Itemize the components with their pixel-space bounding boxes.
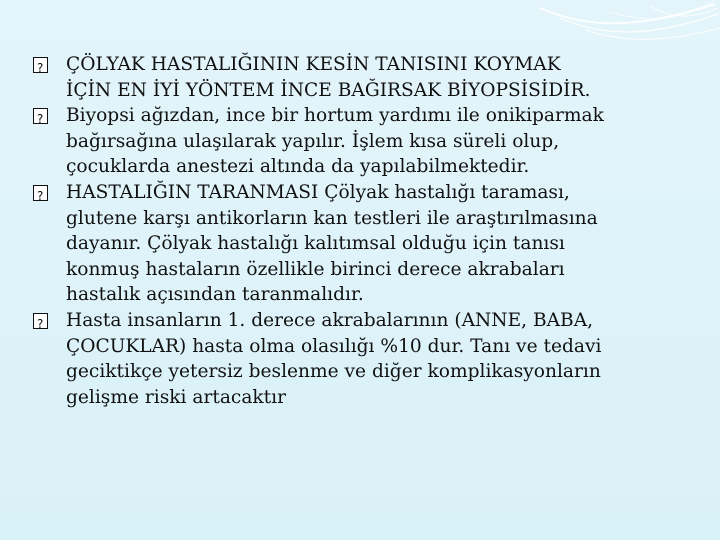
text-line: çocuklarda anestezi altında da yapılabilmektedir. [66,156,530,178]
swirl-ornament-icon [530,0,720,60]
paragraph-biopsy-procedure [33,103,693,180]
text-line: HASTALIĞIN TARANMASI Çölyak hastalığı taraması, [66,181,570,203]
text-line: İÇİN EN İYİ YÖNTEM İNCE BAĞIRSAK BİYOPSİSİDİR. [66,79,591,101]
text-line: bağırsağına ulaşılarak yapılır. İşlem kısa süreli olup, [66,130,560,152]
text-line: Hasta insanların 1. derece akrabalarının (ANNE, BABA, [66,309,594,331]
text-line: konmuş hastaların özellikle birinci derece akrabaları [66,258,565,280]
paragraph-screening [33,180,693,308]
text-line: ÇÖLYAK HASTALIĞININ KESİN TANISINI KOYMAK [66,54,561,75]
slide-body [33,52,693,410]
text-line: geciktikçe yetersiz beslenme ve diğer komplikasyonların [66,361,601,383]
paragraph-biopsy-heading [33,52,693,103]
missing-glyph-box-icon [33,108,48,124]
text-line: Biyopsi ağızdan, ince bir hortum yardımı ile onikiparmak [66,105,604,127]
text-line: ÇOCUKLAR) hasta olma olasılığı %10 dur. Tanı ve tedavi [66,335,602,357]
missing-glyph-box-icon [33,57,48,73]
missing-glyph-box-icon [33,313,48,329]
text-line: dayanır. Çölyak hastalığı kalıtımsal olduğu için tanısı [66,233,565,255]
text-line: glutene karşı antikorların kan testleri ile araştırılmasına [66,207,598,229]
paragraph-relatives-risk [33,308,693,410]
text-line: gelişme riski artacaktır [66,386,286,408]
text-line: hastalık açısından taranmalıdır. [66,284,364,306]
missing-glyph-box-icon [33,185,48,201]
